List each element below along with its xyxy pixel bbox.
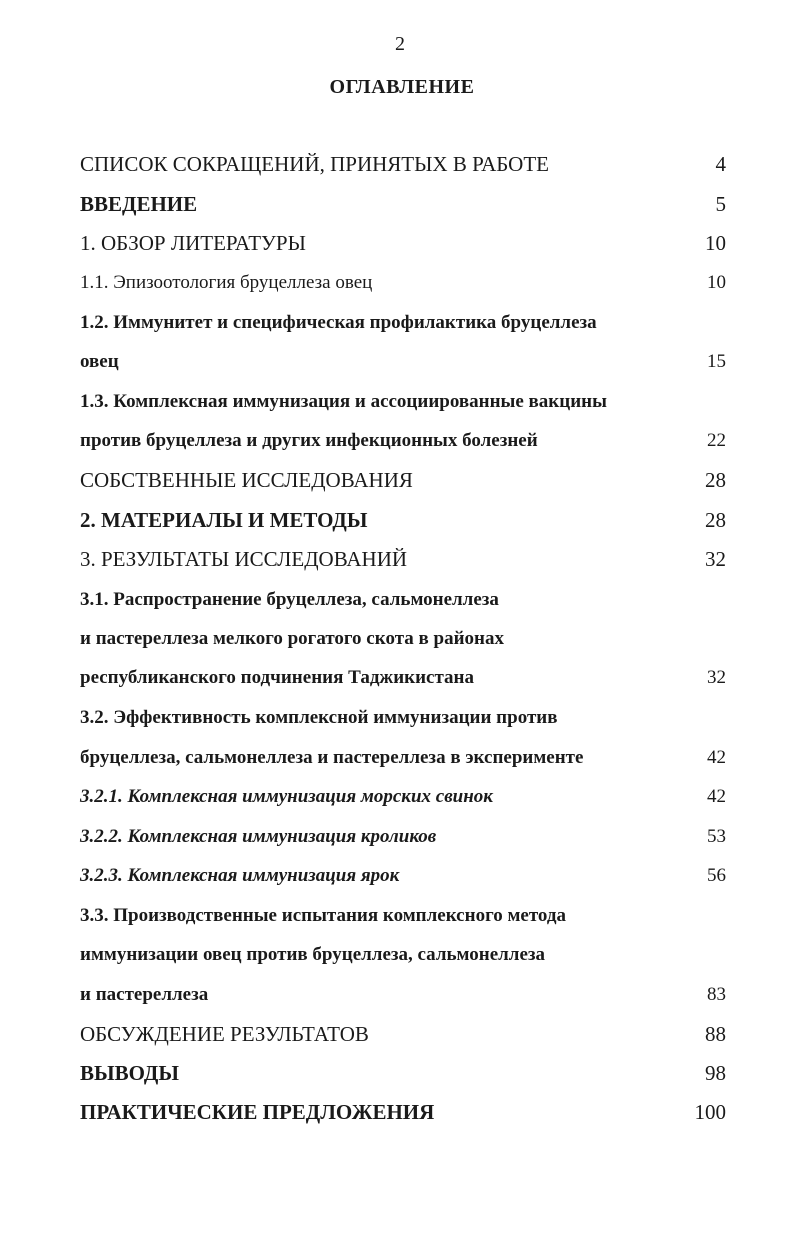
page-number: 2 [395,33,405,55]
toc-entry-page: 100 [694,1100,726,1124]
toc-heading: ОГЛАВЛЕНИЕ [329,76,475,98]
toc-entry [80,151,726,177]
toc-entry-page: 32 [705,547,726,571]
toc-entry-page: 42 [707,786,726,807]
toc-entry-page: 10 [705,231,726,255]
toc-entry-page: 10 [707,272,726,293]
toc-entry [80,1099,726,1125]
toc-entry-title: и пастереллеза [80,984,209,1005]
toc-entry [80,389,726,415]
toc-entry-title: 3.2.1. Комплексная иммунизация морских свинок [80,786,493,807]
toc-entry [80,665,726,691]
toc-entry-page: 28 [705,508,726,532]
toc-entry [80,191,726,217]
toc-entry [80,230,726,256]
toc-entry [80,863,726,889]
toc-entry-title: 1.3. Комплексная иммунизация и ассоциированные вакцины [80,391,607,412]
toc-entry [80,587,726,613]
toc-entry [80,310,726,336]
toc-entry [80,626,726,652]
toc-entry [80,982,726,1008]
toc-entry [80,824,726,850]
toc-entry-title: овец [80,351,119,372]
toc-entry-page: 42 [707,747,726,768]
toc-entry [80,942,726,968]
toc-entry [80,349,726,375]
toc-entry-page: 53 [707,826,726,847]
toc-entry-page: 98 [705,1061,726,1085]
toc-entry-page: 15 [707,351,726,372]
toc-entry [80,784,726,810]
toc-entry-page: 28 [705,468,726,492]
toc-entry-title: и пастереллеза мелкого рогатого скота в районах [80,628,504,649]
toc-entry-page: 32 [707,667,726,688]
toc-entry [80,546,726,572]
toc-entry-title: 3.3. Производственные испытания комплексного метода [80,905,566,926]
toc-entry-title: 3.2. Эффективность комплексной иммунизации против [80,707,558,728]
toc-entry-title: 1.2. Иммунитет и специфическая профилактика бруцеллеза [80,312,597,333]
toc-entry-title: иммунизации овец против бруцеллеза, сальмонеллеза [80,944,546,965]
toc-entry-title: 2. МАТЕРИАЛЫ И МЕТОДЫ [80,508,368,532]
toc-entry [80,507,726,533]
toc-entry-title: 3.2.3. Комплексная иммунизация ярок [80,865,400,886]
toc-entry-title: 1.1. Эпизоотология бруцеллеза овец [80,272,373,293]
toc-entry [80,903,726,929]
toc-entry-title: СОБСТВЕННЫЕ ИССЛЕДОВАНИЯ [80,468,413,492]
toc-entry-title: СПИСОК СОКРАЩЕНИЙ, ПРИНЯТЫХ В РАБОТЕ [80,152,550,176]
toc-entry-title: республиканского подчинения Таджикистана [80,667,474,688]
toc-entry [80,467,726,493]
toc-entry [80,1060,726,1086]
toc-entry-title: 1. ОБЗОР ЛИТЕРАТУРЫ [80,231,306,255]
toc-entry-title: ВВЕДЕНИЕ [80,192,198,216]
toc-entry-title: 3.1. Распространение бруцеллеза, сальмонеллеза [80,589,499,610]
toc-entry-title: ПРАКТИЧЕСКИЕ ПРЕДЛОЖЕНИЯ [80,1100,435,1124]
toc-entry-title: 3. РЕЗУЛЬТАТЫ ИССЛЕДОВАНИЙ [80,547,408,571]
toc-entry-title: 3.2.2. Комплексная иммунизация кроликов [80,826,437,847]
toc-entry [80,428,726,454]
toc-entry-page: 83 [707,984,726,1005]
toc-entry-title: против бруцеллеза и других инфекционных болезней [80,430,538,451]
toc-entry-title: бруцеллеза, сальмонеллеза и пастереллеза в эксперименте [80,747,584,768]
toc-entry-title: ОБСУЖДЕНИЕ РЕЗУЛЬТАТОВ [80,1022,369,1046]
toc-entry-page: 88 [705,1022,726,1046]
toc-entry-title: ВЫВОДЫ [80,1061,179,1085]
toc-entry [80,270,726,296]
toc-entry [80,1021,726,1047]
toc-entry [80,705,726,731]
toc-entry-page: 56 [707,865,726,886]
toc-entry-page: 5 [715,192,726,216]
toc-entry [80,745,726,771]
toc-entry-page: 4 [715,152,726,176]
toc-entry-page: 22 [707,430,726,451]
